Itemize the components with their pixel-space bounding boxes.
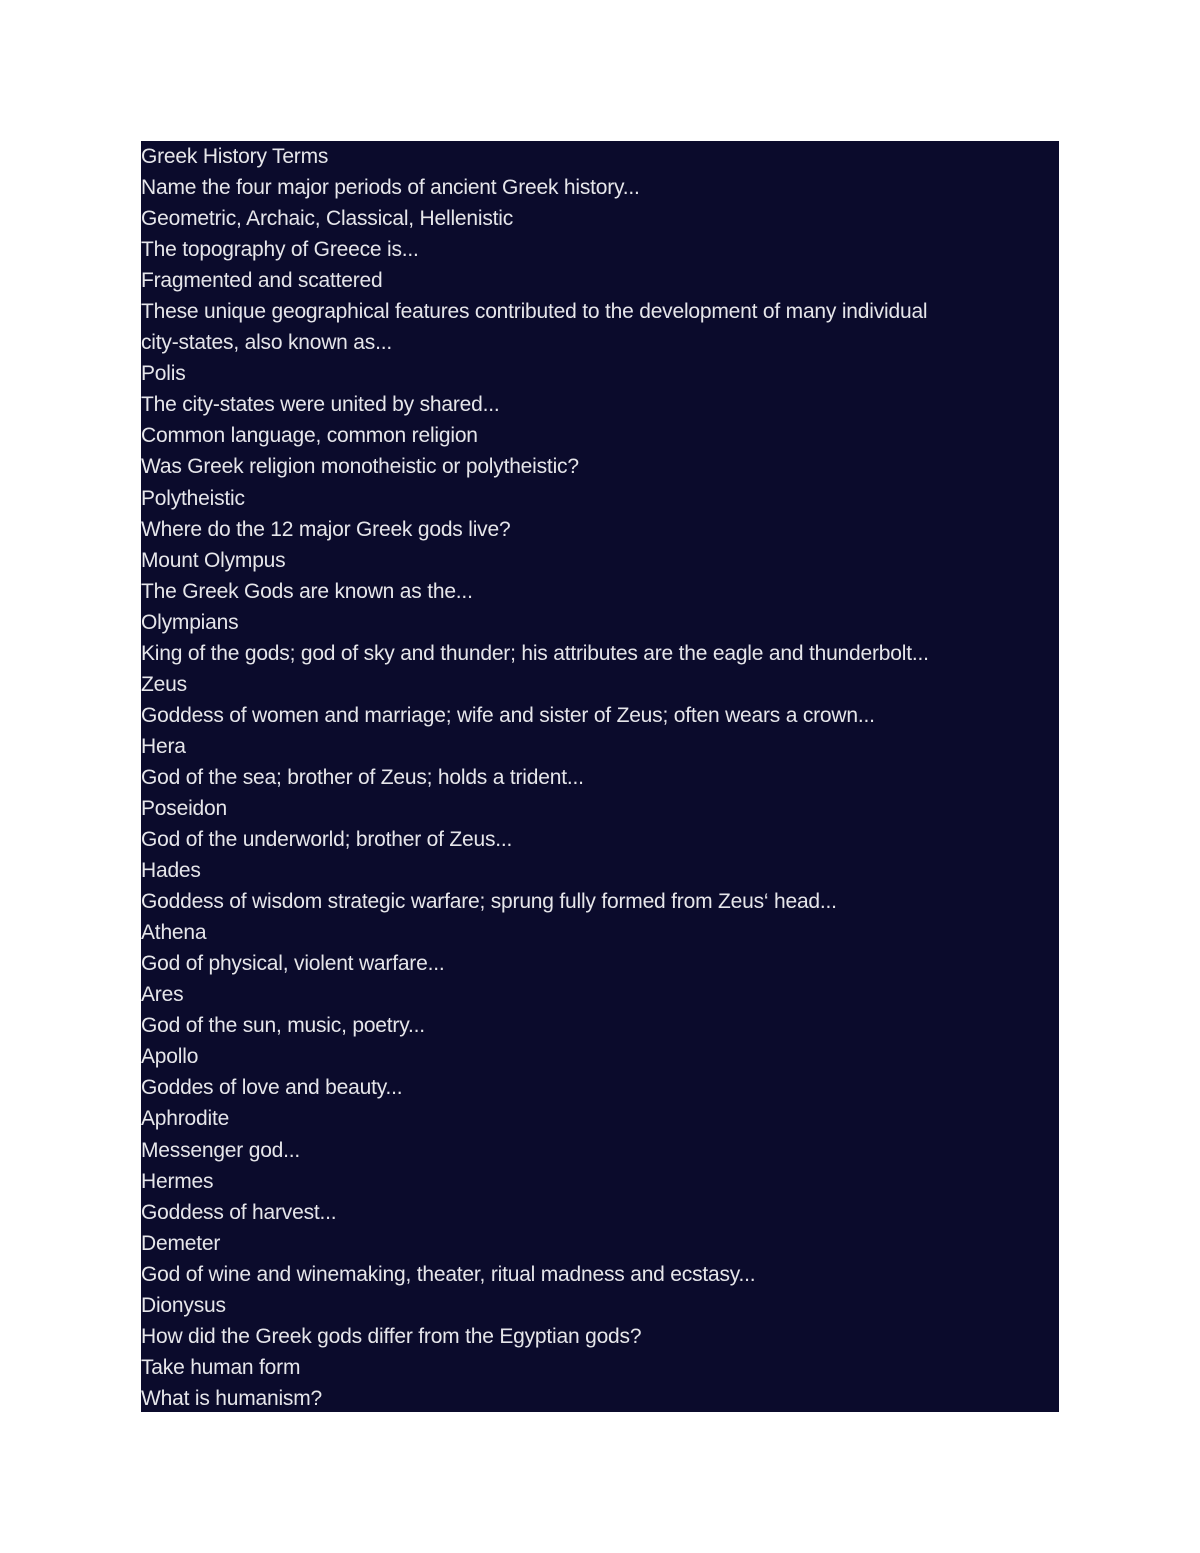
text-line: Goddess of women and marriage; wife and sister of Zeus; often wears a crown... xyxy=(141,703,875,727)
text-line: Aphrodite xyxy=(141,1107,230,1131)
text-line: Goddess of wisdom strategic warfare; sprung fully formed from Zeus‘ head... xyxy=(141,890,837,914)
text-line: Athena xyxy=(141,921,207,945)
text-block xyxy=(141,141,1059,1412)
document-title: Greek History Terms xyxy=(141,145,329,168)
text-line: Zeus xyxy=(141,672,187,696)
text-line: Hades xyxy=(141,859,201,883)
text-line: How did the Greek gods differ from the Egyptian gods? xyxy=(141,1324,642,1348)
text-line: God of wine and winemaking, theater, ritual madness and ecstasy... xyxy=(141,1262,756,1286)
text-line: Ares xyxy=(141,983,184,1007)
text-line: Polis xyxy=(141,362,186,386)
text-line: The Greek Gods are known as the... xyxy=(141,579,473,603)
text-line: Apollo xyxy=(141,1045,199,1069)
text-line: Name the four major periods of ancient Greek history... xyxy=(141,176,640,200)
text-line: Mount Olympus xyxy=(141,548,286,572)
text-line: Was Greek religion monotheistic or polytheistic? xyxy=(141,455,579,479)
text-line: God of the sun, music, poetry... xyxy=(141,1014,425,1038)
text-line: God of physical, violent warfare... xyxy=(141,952,445,976)
text-line: Fragmented and scattered xyxy=(141,269,383,293)
text-line: God of the underworld; brother of Zeus... xyxy=(141,828,513,852)
text-line: Demeter xyxy=(141,1231,221,1255)
text-line: Messenger god... xyxy=(141,1138,301,1162)
text-line: Take human form xyxy=(141,1355,301,1379)
text-line: Olympians xyxy=(141,610,239,634)
text-line: Goddess of harvest... xyxy=(141,1200,337,1224)
text-line: King of the gods; god of sky and thunder; his attributes are the eagle and thunderbolt... xyxy=(141,641,929,665)
text-line: These unique geographical features contributed to the development of many individual xyxy=(141,300,928,324)
text-line: Poseidon xyxy=(141,796,227,820)
text-line: Common language, common religion xyxy=(141,424,478,448)
text-line: The city-states were united by shared... xyxy=(141,393,500,417)
text-line: Geometric, Archaic, Classical, Hellenistic xyxy=(141,207,514,231)
text-line: Polytheistic xyxy=(141,486,245,510)
text-line: Where do the 12 major Greek gods live? xyxy=(141,517,511,541)
text-line: Hermes xyxy=(141,1169,214,1193)
text-line: What is humanism? xyxy=(141,1386,322,1410)
text-line: city-states, also known as... xyxy=(141,331,392,355)
text-line: The topography of Greece is... xyxy=(141,238,419,262)
text-line: Hera xyxy=(141,734,186,758)
text-line: God of the sea; brother of Zeus; holds a trident... xyxy=(141,765,584,789)
text-line: Dionysus xyxy=(141,1293,226,1317)
text-lines xyxy=(141,141,1059,1412)
text-line: Goddes of love and beauty... xyxy=(141,1076,403,1100)
